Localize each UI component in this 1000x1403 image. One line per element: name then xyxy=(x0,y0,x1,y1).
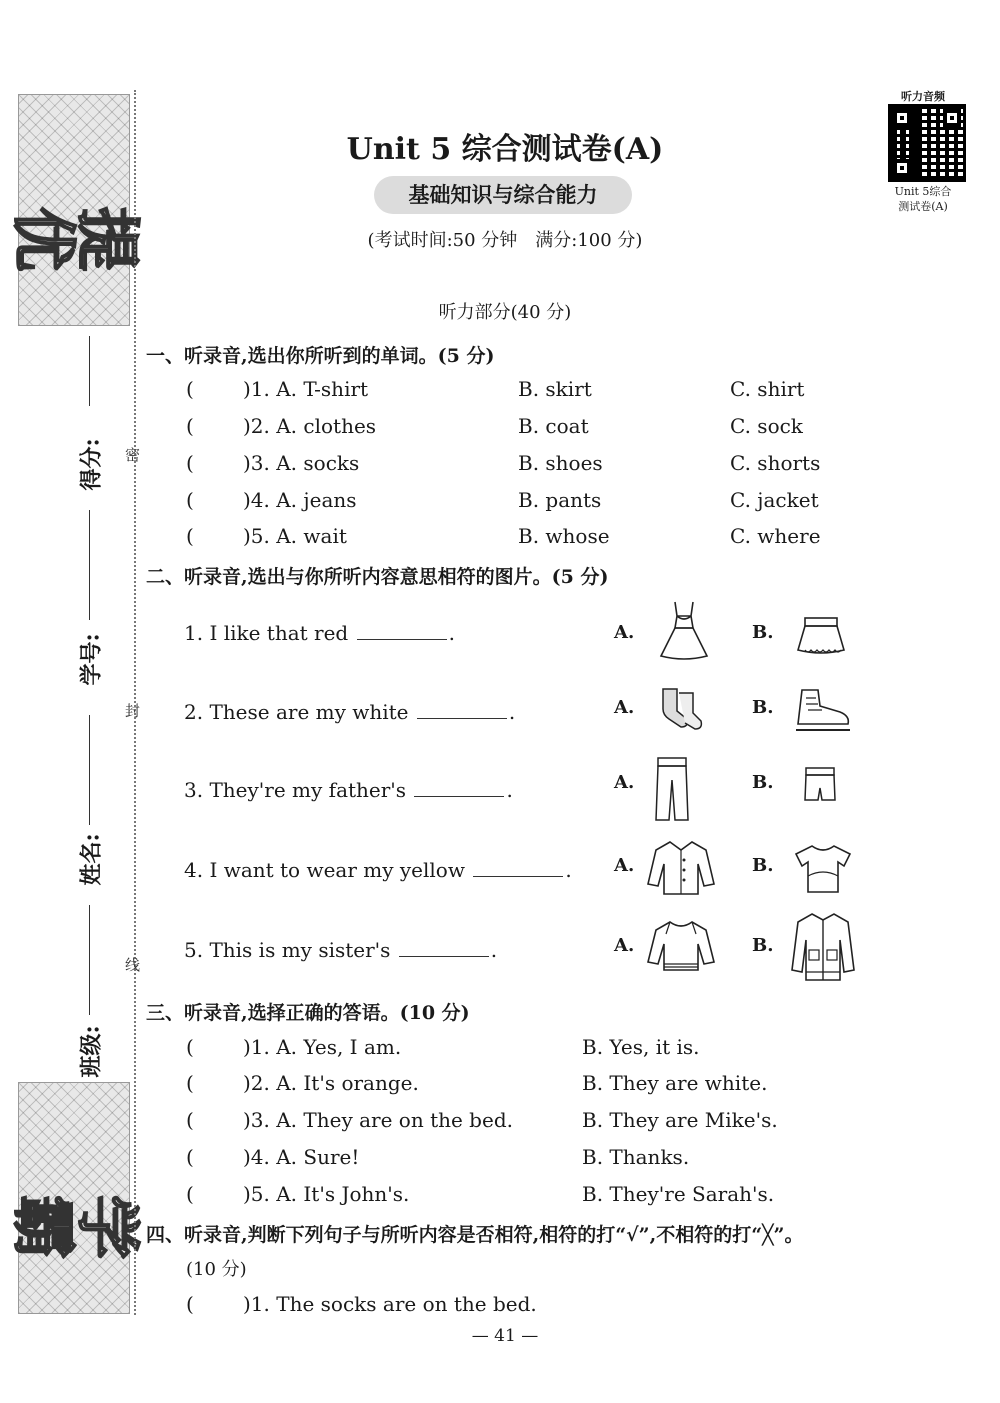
answer-blank[interactable] xyxy=(399,938,489,957)
picture-question-1: 1. I like that red . xyxy=(184,621,455,645)
number-label: 学号: xyxy=(78,633,105,686)
class-label: 班级: xyxy=(78,1025,105,1078)
section4-points: (10 分) xyxy=(186,1259,247,1280)
seal-feng: 封 xyxy=(125,702,141,720)
score-label: 得分: xyxy=(78,438,105,491)
socks-icon[interactable] xyxy=(655,685,707,733)
section3-heading: 三、听录音,选择正确的答语。(10 分) xyxy=(146,1002,470,1024)
number-line xyxy=(89,510,90,620)
page-title: Unit 5 综合测试卷(A) xyxy=(346,132,664,167)
option-a-label: A. xyxy=(614,935,635,956)
option-a-label: A. xyxy=(614,697,635,718)
jacket-icon[interactable] xyxy=(790,910,856,982)
pants-icon[interactable] xyxy=(652,756,692,822)
option-a-label: A. xyxy=(614,855,635,876)
dress-icon[interactable] xyxy=(655,600,713,662)
picture-question-3: 3. They're my father's . xyxy=(184,778,513,802)
subtitle-badge: 基础知识与综合能力 xyxy=(374,176,632,214)
name-line xyxy=(89,715,90,825)
qr-top-label: 听力音频 xyxy=(901,90,945,103)
skirt-icon[interactable] xyxy=(795,614,847,656)
answer-blank[interactable] xyxy=(417,700,507,719)
option-b-label: B. xyxy=(752,855,774,876)
exam-time-info: (考试时间:50 分钟 满分:100 分) xyxy=(367,230,643,251)
qr-caption: Unit 5综合 测试卷(A) xyxy=(894,185,952,213)
class-line xyxy=(89,905,90,1015)
listening-heading: 听力部分(40 分) xyxy=(438,302,572,323)
picture-question-2: 2. These are my white . xyxy=(184,700,516,724)
shoes-icon[interactable] xyxy=(792,686,856,736)
picture-question-4: 4. I want to wear my yellow . xyxy=(184,858,572,882)
answer-blank[interactable] xyxy=(414,778,504,797)
name-label: 姓名: xyxy=(78,833,105,886)
sweater-icon[interactable] xyxy=(646,918,716,976)
picture-question-5: 5. This is my sister's . xyxy=(184,938,498,962)
score-line xyxy=(89,336,90,406)
section2-heading: 二、听录音,选出与你所听内容意思相符的图片。(5 分) xyxy=(146,566,609,588)
section1-heading: 一、听录音,选出你所听到的单词。(5 分) xyxy=(146,345,495,367)
section4-heading: 四、听录音,判断下列句子与所听内容是否相符,相符的打“√”,不相符的打“╳”。 xyxy=(146,1224,804,1246)
option-b-label: B. xyxy=(752,622,774,643)
option-a-label: A. xyxy=(614,622,635,643)
answer-blank[interactable] xyxy=(473,858,563,877)
seal-xian: 线 xyxy=(125,956,141,974)
option-b-label: B. xyxy=(752,935,774,956)
option-a-label: A. xyxy=(614,772,635,793)
decor-text-top: 提优 xyxy=(5,207,144,271)
shorts-icon[interactable] xyxy=(802,766,838,804)
seal-mi: 密 xyxy=(125,446,141,464)
option-b-label: B. xyxy=(752,772,774,793)
shirt-icon[interactable] xyxy=(646,838,716,896)
decor-text-bottom: 学霸 xyxy=(5,1195,144,1259)
tshirt-icon[interactable] xyxy=(792,842,854,894)
answer-blank[interactable] xyxy=(357,621,447,640)
page-number: — 41 — xyxy=(471,1326,539,1346)
decor-panel-bottom xyxy=(5,1082,144,1314)
option-b-label: B. xyxy=(752,697,774,718)
